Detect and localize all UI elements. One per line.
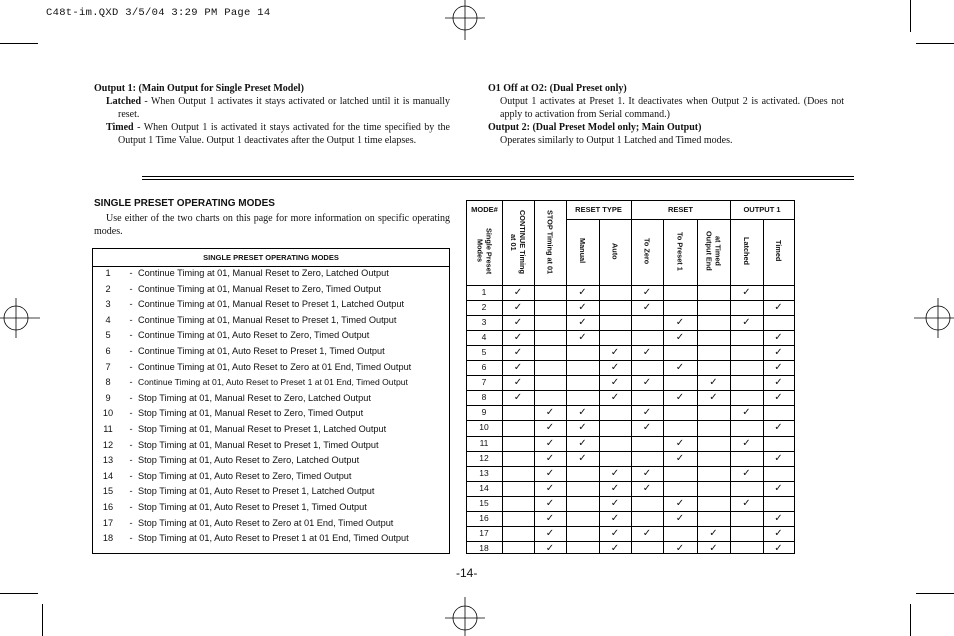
- check-icon: ✓: [774, 542, 783, 554]
- grid-line-horizontal: [566, 219, 794, 220]
- mode-row: [93, 377, 449, 393]
- registration-mark-right: [914, 298, 954, 338]
- check-icon: ✓: [642, 302, 652, 314]
- output2-heading: Output 2: (Dual Preset Model only; Main Output): [488, 122, 702, 133]
- column-header: [763, 221, 794, 281]
- print-slug-line: C48t-im.QXD 3/5/04 3:29 PM Page 14: [46, 7, 271, 19]
- output1-timed-paragraph: [94, 121, 450, 147]
- check-icon: ✓: [545, 467, 555, 479]
- check-icon: ✓: [774, 362, 783, 374]
- mode-number: 5: [105, 330, 111, 341]
- mode-dash: -: [129, 470, 133, 481]
- mode-number: 2: [105, 283, 111, 294]
- check-icon: ✓: [675, 497, 685, 509]
- check-icon: ✓: [545, 437, 555, 449]
- mode-description: Stop Timing at 01, Auto Reset to Zero, Latched Output: [138, 455, 360, 466]
- column-header: [502, 203, 534, 281]
- column-header: [599, 221, 631, 281]
- mode-row: [93, 393, 449, 409]
- check-icon: ✓: [610, 482, 620, 494]
- mode-dash: -: [129, 392, 133, 403]
- grid-line-horizontal: [467, 511, 794, 512]
- mode-row: [93, 440, 449, 456]
- mode-description: Continue Timing at 01, Auto Reset to Preset 1, Timed Output: [138, 346, 385, 356]
- mode-dash: -: [129, 408, 133, 419]
- mode-row: [93, 268, 449, 284]
- latched-text: - When Output 1 activates it stays activated or latched until it is manually reset.: [118, 96, 450, 120]
- mode-dash: -: [129, 330, 133, 341]
- check-icon: ✓: [578, 287, 587, 298]
- check-icon: ✓: [774, 527, 783, 539]
- check-icon: ✓: [610, 362, 620, 374]
- check-icon: ✓: [742, 317, 751, 329]
- column-header: [566, 221, 599, 281]
- check-icon: ✓: [675, 437, 685, 449]
- check-icon: ✓: [774, 302, 783, 314]
- check-icon: ✓: [513, 332, 523, 344]
- o1-off-heading: O1 Off at O2: (Dual Preset only): [488, 83, 627, 94]
- matrix-row-number: 2: [481, 302, 487, 313]
- mode-row: [93, 408, 449, 424]
- mode-number: 18: [102, 533, 114, 544]
- matrix-row-number: 13: [479, 467, 489, 478]
- mode-row: [93, 346, 449, 362]
- column-header-label: CONTINUE Timing at 01: [509, 210, 527, 274]
- check-icon: ✓: [675, 362, 685, 374]
- check-icon: ✓: [513, 302, 523, 314]
- mode-description: Continue Timing at 01, Auto Reset to Preset 1 at 01 End, Timed Output: [138, 377, 408, 388]
- mode-dash: -: [129, 533, 133, 544]
- check-icon: ✓: [642, 422, 652, 434]
- check-icon: ✓: [642, 407, 652, 419]
- mode-description: Continue Timing at 01, Manual Reset to Preset 1, Timed Output: [138, 314, 397, 325]
- registration-mark-bottom: [445, 597, 485, 636]
- mode-dash: -: [129, 424, 133, 434]
- mode-row: [93, 330, 449, 346]
- grid-line-horizontal: [467, 526, 794, 527]
- header-reset-type: RESET TYPE: [575, 205, 622, 214]
- matrix-row-number: 5: [481, 347, 487, 358]
- mode-row: [93, 315, 449, 331]
- crop-mark: [910, 604, 911, 636]
- check-icon: ✓: [610, 542, 620, 554]
- check-icon: ✓: [709, 527, 718, 539]
- matrix-row-number: 4: [481, 332, 487, 343]
- matrix-row-number: 10: [479, 422, 489, 433]
- check-icon: ✓: [545, 452, 555, 464]
- check-icon: ✓: [610, 377, 620, 389]
- check-icon: ✓: [545, 527, 555, 539]
- matrix-row-number: 14: [479, 482, 489, 493]
- check-icon: ✓: [578, 437, 587, 449]
- mode-description: Stop Timing at 01, Auto Reset to Zero, Timed Output: [138, 470, 352, 481]
- mode-row: [93, 299, 449, 315]
- crop-mark: [42, 604, 43, 636]
- column-header-label: Single Preset Modes: [475, 227, 494, 275]
- check-icon: ✓: [774, 392, 783, 404]
- page-number: -14-: [456, 566, 478, 580]
- mode-number: 10: [102, 408, 114, 419]
- check-icon: ✓: [545, 542, 555, 554]
- column-header-label: Auto: [610, 242, 620, 260]
- column-header: [534, 203, 566, 281]
- mode-dash: -: [129, 517, 133, 528]
- mode-row: [93, 471, 449, 487]
- matrix-row-number: 3: [481, 317, 487, 328]
- check-icon: ✓: [774, 377, 783, 389]
- check-icon: ✓: [742, 437, 751, 449]
- column-header: [730, 221, 763, 281]
- mode-number: 13: [102, 455, 114, 466]
- column-header-label: Manual: [578, 238, 587, 264]
- mode-description: Stop Timing at 01, Auto Reset to Preset 1, Latched Output: [138, 486, 375, 497]
- mode-dash: -: [129, 455, 133, 466]
- mode-description: Continue Timing at 01, Manual Reset to Zero, Latched Output: [138, 268, 389, 278]
- check-icon: ✓: [675, 317, 685, 329]
- modes-matrix-table: [466, 200, 795, 554]
- column-header: [697, 221, 730, 281]
- check-icon: ✓: [742, 407, 751, 419]
- mode-number: 17: [102, 517, 114, 528]
- check-icon: ✓: [742, 497, 751, 509]
- header-reset: RESET: [667, 205, 693, 214]
- check-icon: ✓: [709, 392, 718, 404]
- mode-dash: -: [129, 486, 133, 497]
- check-icon: ✓: [513, 287, 523, 298]
- grid-line-horizontal: [467, 541, 794, 542]
- grid-line-horizontal: [467, 420, 794, 421]
- matrix-row-number: 6: [481, 362, 487, 373]
- check-icon: ✓: [675, 512, 685, 524]
- mode-number: 14: [102, 470, 114, 481]
- matrix-row-number: 17: [479, 527, 489, 538]
- mode-row: [93, 455, 449, 471]
- output1-latched-paragraph: [94, 95, 450, 121]
- header-mode: MODE#: [471, 205, 498, 214]
- output1-section: [94, 82, 450, 147]
- check-icon: ✓: [610, 497, 620, 509]
- mode-dash: -: [129, 502, 133, 512]
- column-header: [663, 221, 697, 281]
- matrix-row-number: 12: [479, 452, 489, 463]
- check-icon: ✓: [545, 482, 555, 494]
- check-icon: ✓: [578, 422, 587, 434]
- mode-number: 9: [105, 392, 111, 403]
- mode-dash: -: [129, 439, 133, 450]
- check-icon: ✓: [513, 362, 523, 374]
- check-icon: ✓: [545, 512, 555, 524]
- mode-description: Stop Timing at 01, Auto Reset to Zero at 01 End, Timed Output: [138, 517, 394, 528]
- timed-text: - When Output 1 is activated it stays activated for the time specified by the Output 1 Time Value. Output 1 deactivates after the Output 1 time elapses.: [118, 122, 450, 146]
- mode-row: [93, 284, 449, 300]
- check-icon: ✓: [642, 287, 652, 298]
- mode-row: [93, 424, 449, 440]
- check-icon: ✓: [774, 452, 783, 464]
- mode-number: 16: [102, 502, 114, 512]
- check-icon: ✓: [742, 287, 751, 298]
- check-icon: ✓: [642, 467, 652, 479]
- check-icon: ✓: [610, 347, 620, 359]
- check-icon: ✓: [774, 482, 783, 494]
- matrix-row-number: 8: [481, 392, 487, 403]
- mode-dash: -: [129, 346, 133, 356]
- output1-heading: Output 1: (Main Output for Single Preset Model): [94, 83, 304, 94]
- timed-term: Timed: [106, 122, 134, 133]
- output2-text: Operates similarly to Output 1 Latched and Timed modes.: [500, 135, 733, 146]
- mode-number: 8: [105, 377, 111, 388]
- mode-description: Stop Timing at 01, Manual Reset to Zero, Timed Output: [138, 408, 364, 419]
- mode-number: 1: [105, 268, 111, 278]
- check-icon: ✓: [642, 377, 652, 389]
- matrix-row-number: 15: [479, 497, 489, 508]
- modes-table-header: SINGLE PRESET OPERATING MODES: [93, 249, 449, 267]
- crop-mark: [916, 43, 954, 44]
- latched-term: Latched: [106, 96, 141, 107]
- check-icon: ✓: [675, 392, 685, 404]
- check-icon: ✓: [774, 422, 783, 434]
- matrix-row-number: 1: [481, 287, 487, 297]
- check-icon: ✓: [742, 467, 751, 479]
- check-icon: ✓: [578, 452, 587, 464]
- section-divider: [142, 176, 854, 177]
- check-icon: ✓: [610, 392, 620, 404]
- column-header: [631, 221, 663, 281]
- check-icon: ✓: [578, 407, 587, 419]
- check-icon: ✓: [610, 467, 620, 479]
- check-icon: ✓: [545, 422, 555, 434]
- grid-line-horizontal: [467, 451, 794, 452]
- check-icon: ✓: [774, 347, 783, 359]
- matrix-row-number: 11: [479, 437, 489, 448]
- check-icon: ✓: [545, 497, 555, 509]
- mode-row: [93, 502, 449, 518]
- check-icon: ✓: [513, 392, 523, 404]
- crop-mark: [0, 43, 38, 44]
- column-header: [467, 221, 502, 281]
- mode-number: 4: [105, 314, 111, 325]
- registration-mark-top: [445, 0, 485, 40]
- column-header-label: To Zero: [642, 237, 652, 265]
- mode-number: 11: [103, 424, 113, 434]
- check-icon: ✓: [709, 377, 718, 389]
- matrix-row-number: 18: [479, 542, 489, 553]
- check-icon: ✓: [610, 527, 620, 539]
- check-icon: ✓: [610, 512, 620, 524]
- check-icon: ✓: [513, 377, 523, 389]
- column-header-label: STOP Timing at 01: [545, 209, 555, 275]
- mode-number: 15: [102, 486, 114, 497]
- check-icon: ✓: [675, 452, 685, 464]
- matrix-row-number: 7: [481, 377, 487, 388]
- mode-row: [93, 362, 449, 378]
- column-header-label: To Preset 1: [675, 231, 685, 271]
- mode-number: 12: [102, 439, 114, 450]
- check-icon: ✓: [675, 542, 685, 554]
- check-icon: ✓: [774, 512, 783, 524]
- mode-description: Stop Timing at 01, Manual Reset to Preset 1, Latched Output: [138, 424, 387, 434]
- mode-dash: -: [129, 377, 133, 388]
- check-icon: ✓: [513, 317, 523, 329]
- check-icon: ✓: [709, 542, 718, 554]
- mode-description: Continue Timing at 01, Manual Reset to Zero, Timed Output: [138, 283, 382, 294]
- check-icon: ✓: [578, 302, 587, 314]
- mode-description: Stop Timing at 01, Manual Reset to Preset 1, Timed Output: [138, 439, 379, 450]
- mode-row: [93, 486, 449, 502]
- check-icon: ✓: [578, 332, 587, 344]
- registration-mark-left: [0, 298, 40, 338]
- check-icon: ✓: [642, 527, 652, 539]
- check-icon: ✓: [545, 407, 555, 419]
- mode-dash: -: [129, 314, 133, 325]
- mode-dash: -: [129, 361, 133, 372]
- mode-dash: -: [129, 283, 133, 294]
- matrix-row-number: 9: [481, 407, 487, 418]
- column-header-label: Latched: [742, 237, 751, 265]
- mode-number: 6: [105, 346, 111, 356]
- grid-line-horizontal: [467, 481, 794, 482]
- check-icon: ✓: [642, 482, 652, 494]
- check-icon: ✓: [675, 332, 685, 344]
- mode-description: Stop Timing at 01, Manual Reset to Zero, Latched Output: [138, 392, 371, 403]
- section-title: SINGLE PRESET OPERATING MODES: [94, 198, 275, 209]
- mode-dash: -: [129, 268, 133, 278]
- matrix-row-number: 16: [479, 512, 489, 523]
- header-output1: OUTPUT 1: [743, 205, 781, 214]
- o1-off-section: [488, 82, 844, 147]
- check-icon: ✓: [513, 347, 523, 359]
- mode-description: Continue Timing at 01, Manual Reset to Preset 1, Latched Output: [138, 299, 405, 310]
- mode-row: [93, 533, 449, 549]
- column-header-label: at Timed Output End: [704, 231, 723, 271]
- check-icon: ✓: [578, 317, 587, 329]
- mode-number: 7: [105, 361, 111, 372]
- mode-description: Continue Timing at 01, Auto Reset to Zero at 01 End, Timed Output: [138, 361, 412, 372]
- crop-mark: [0, 593, 38, 594]
- mode-row: [93, 518, 449, 534]
- crop-mark: [910, 0, 911, 32]
- o1-off-text: Output 1 activates at Preset 1. It deactivates when Output 2 is activated. (Does not apply to activation from Serial command.): [500, 96, 844, 120]
- mode-dash: -: [129, 299, 133, 310]
- column-header-label: Timed: [774, 240, 783, 262]
- check-icon: ✓: [774, 332, 783, 344]
- section-intro: Use either of the two charts on this page for more information on specific operating modes.: [94, 213, 450, 237]
- section-divider: [142, 179, 854, 180]
- mode-description: Stop Timing at 01, Auto Reset to Preset 1 at 01 End, Timed Output: [138, 533, 409, 544]
- mode-description: Continue Timing at 01, Auto Reset to Zero, Timed Output: [138, 330, 370, 341]
- crop-mark: [916, 593, 954, 594]
- mode-description: Stop Timing at 01, Auto Reset to Preset 1, Timed Output: [138, 502, 367, 512]
- check-icon: ✓: [642, 347, 652, 359]
- modes-table: [92, 248, 450, 554]
- mode-number: 3: [105, 299, 111, 310]
